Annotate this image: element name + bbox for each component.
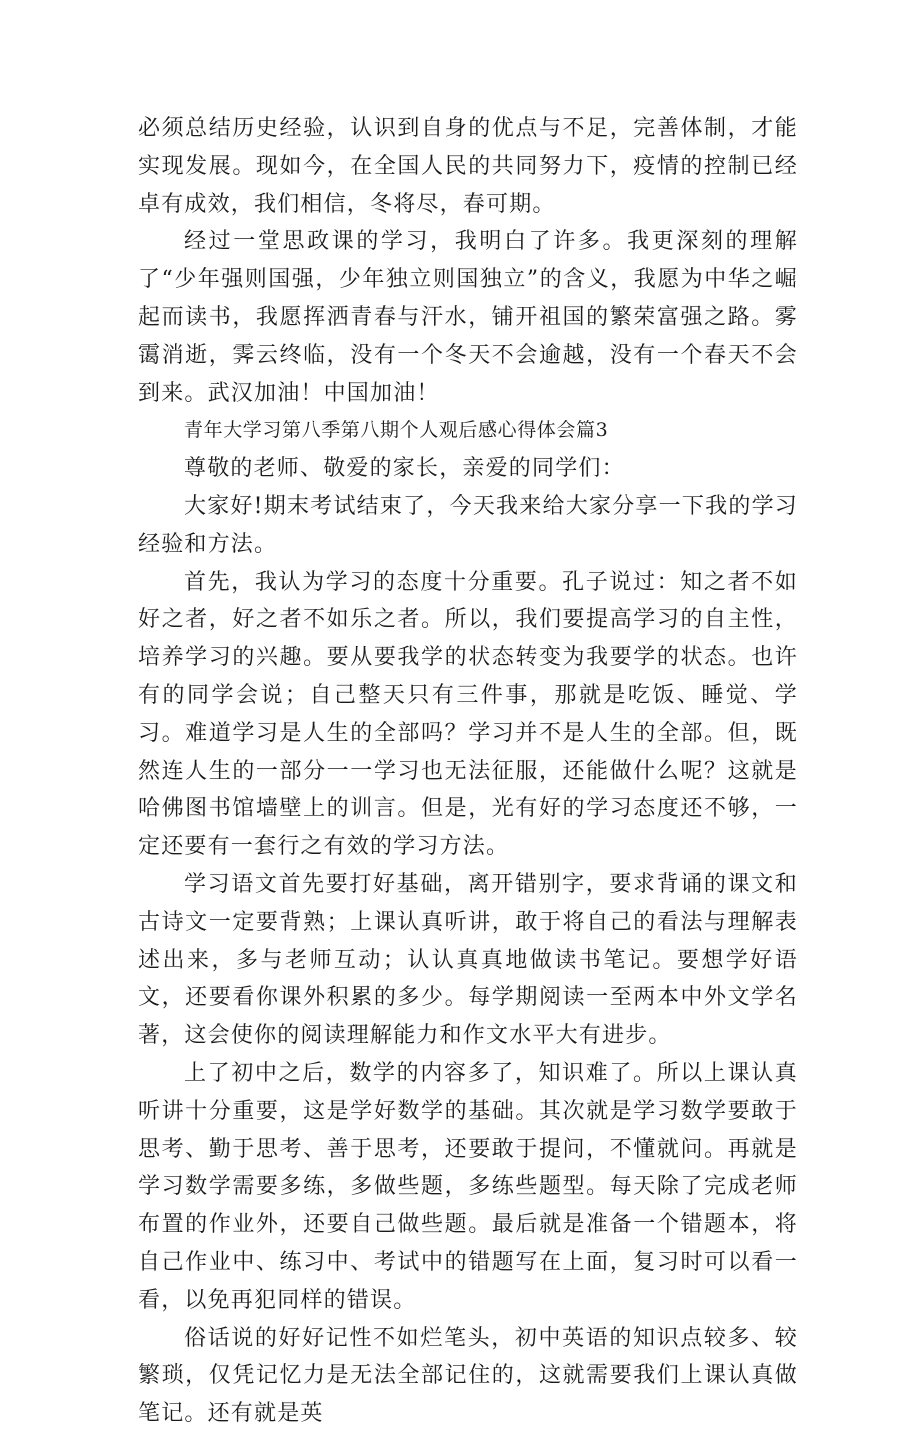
paragraph-math: 上了初中之后，数学的内容多了，知识难了。所以上课认真听讲十分重要，这是学好数学的基础。其次就是学习数学要敢于思考、勤于思考、善于思考，还要敢于提问，不懂就问。再就是学习数学需要多练，多做些题，多练些题型。每天除了完成老师布置的作业外，还要自己做些题。最后就是准备一个错题本，将自己作业中、练习中、考试中的错题写在上面，复习时可以看一看，以免再犯同样的错误。	[138, 1060, 798, 1313]
paragraph-salutation: 尊敬的老师、敬爱的家长，亲爱的同学们：	[184, 456, 625, 482]
section-heading: 青年大学习第八季第八期个人观后感心得体会篇3	[184, 419, 609, 442]
document-page	[138, 110, 798, 1433]
paragraph-greeting: 大家好!期末考试结束了，今天我来给大家分享一下我的学习经验和方法。	[138, 493, 798, 557]
paragraph-attitude: 首先，我认为学习的态度十分重要。孔子说过：知之者不如好之者，好之者不如乐之者。所以，我们要提高学习的自主性，培养学习的兴趣。要从要我学的状态转变为我要学的状态。也许有的同学会说；自己整天只有三件事，那就是吃饭、睡觉、学习。难道学习是人生的全部吗？学习并不是人生的全部。但，既然连人生的一部分一一学习也无法征服，还能做什么呢？这就是哈佛图书馆墙壁上的训言。但是，光有好的学习态度还不够，一定还要有一套行之有效的学习方法。	[138, 569, 798, 860]
paragraph-english: 俗话说的好好记性不如烂笔头，初中英语的知识点较多、较繁琐，仅凭记忆力是无法全部记住的，这就需要我们上课认真做笔记。还有就是英	[138, 1325, 798, 1427]
paragraph-ideology-class: 经过一堂思政课的学习，我明白了许多。我更深刻的理解了“少年强则国强，少年独立则国独立”的含义，我愿为中华之崛起而读书，我愿挥洒青春与汗水，铺开祖国的繁荣富强之路。雾霭消逝，霁云终临，没有一个冬天不会逾越，没有一个春天不会到来。武汉加油！中国加油！	[138, 229, 798, 406]
paragraph-history-lessons: 必须总结历史经验，认识到自身的优点与不足，完善体制，才能实现发展。现如今，在全国人民的共同努力下，疫情的控制已经卓有成效，我们相信，冬将尽，春可期。	[138, 116, 798, 217]
paragraph-chinese: 学习语文首先要打好基础，离开错别字，要求背诵的课文和古诗文一定要背熟；上课认真听讲，敢于将自己的看法与理解表述出来，多与老师互动；认认真真地做读书笔记。要想学好语文，还要看你课外积累的多少。每学期阅读一至两本中外文学名著，这会使你的阅读理解能力和作文水平大有进步。	[138, 871, 798, 1049]
